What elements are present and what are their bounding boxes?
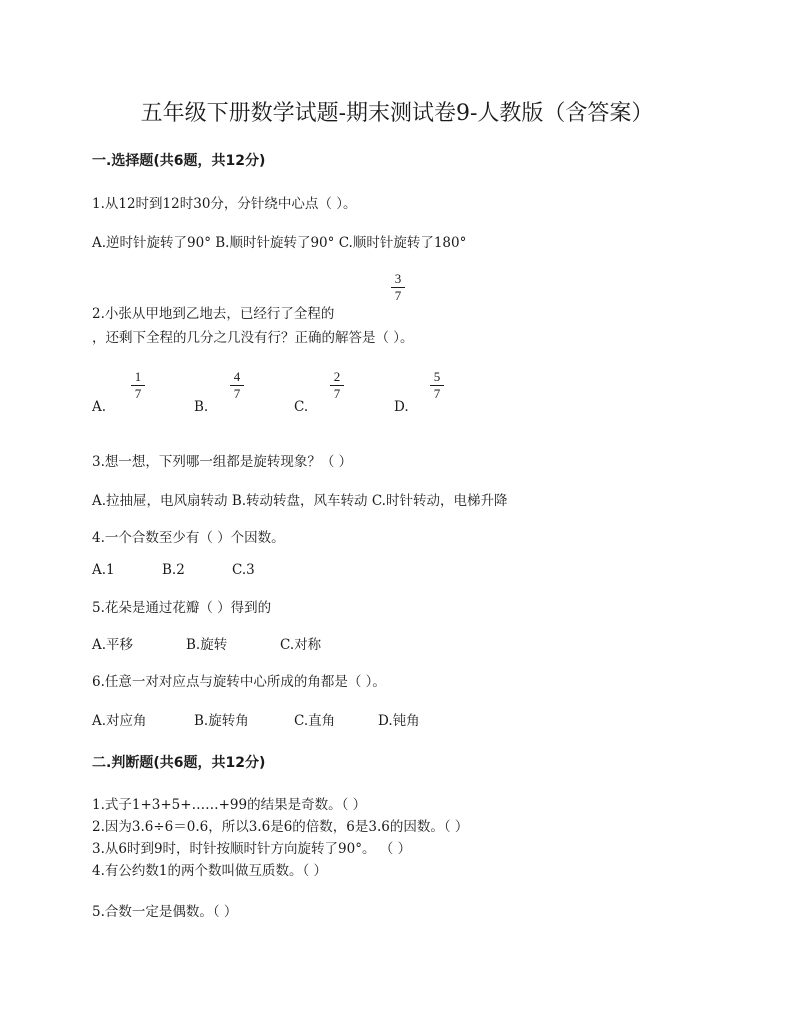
question-3-stem: 3.想一想，下列哪一组都是旋转现象？（ ） xyxy=(92,454,353,470)
question-5-option-b: B.旋转 xyxy=(186,637,228,653)
judgement-item-5: 5.合数一定是偶数。（ ） xyxy=(92,904,238,920)
question-1-stem: 1.从12时到12时30分，分针绕中心点（ ）。 xyxy=(92,196,357,212)
question-2-option-a-label: A. xyxy=(92,399,107,415)
question-2-stem-line1: 2.小张从甲地到乙地去，已经行了全程的 xyxy=(92,306,335,322)
judgement-item-4: 4.有公约数1的两个数叫做互质数。（ ） xyxy=(92,863,328,879)
question-6-stem: 6.任意一对对应点与旋转中心所成的角都是（ ）。 xyxy=(92,674,386,690)
section-heading-judgement: 二.判断题(共6题，共12分) xyxy=(92,755,266,771)
question-4-option-c: C.3 xyxy=(232,562,255,578)
question-3-options: A.拉抽屉，电风扇转动 B.转动转盘，风车转动 C.时针转动，电梯升降 xyxy=(92,493,508,509)
question-2-option-c-label: C. xyxy=(294,399,309,415)
question-2-option-b-fraction xyxy=(229,370,245,401)
fraction-denominator: 7 xyxy=(134,386,142,401)
page-title: 五年级下册数学试题-期末测试卷9-人教版（含答案） xyxy=(140,101,654,126)
question-4-option-b: B.2 xyxy=(162,562,185,578)
fraction-denominator: 7 xyxy=(233,386,241,401)
question-2-stem-fraction xyxy=(390,272,406,303)
question-1-options: A.逆时针旋转了90° B.顺时针旋转了90° C.顺时针旋转了180° xyxy=(92,235,467,251)
judgement-item-2: 2.因为3.6÷6＝0.6，所以3.6是6的倍数，6是3.6的因数。（ ） xyxy=(92,819,469,835)
question-6-option-b: B.旋转角 xyxy=(194,713,249,729)
question-5-stem: 5.花朵是通过花瓣（ ）得到的 xyxy=(92,600,272,616)
fraction-numerator: 2 xyxy=(333,369,341,384)
section-heading-choice: 一.选择题(共6题，共12分) xyxy=(92,153,266,169)
fraction-numerator: 3 xyxy=(394,271,402,286)
judgement-item-1: 1.式子1+3+5+……+99的结果是奇数。（ ） xyxy=(92,797,367,813)
fraction-denominator: 7 xyxy=(333,386,341,401)
fraction-numerator: 5 xyxy=(433,369,441,384)
question-2-option-d-fraction xyxy=(429,370,445,401)
question-4-stem: 4.一个合数至少有（ ）个因数。 xyxy=(92,530,285,546)
question-6-option-c: C.直角 xyxy=(294,713,336,729)
fraction-numerator: 1 xyxy=(134,369,142,384)
question-2-option-b-label: B. xyxy=(194,399,209,415)
question-6-option-a: A.对应角 xyxy=(92,713,147,729)
question-2-option-c-fraction xyxy=(329,370,345,401)
question-5-option-c: C.对称 xyxy=(280,637,322,653)
judgement-item-3: 3.从6时到9时，时针按顺时针方向旋转了90°。 （ ） xyxy=(92,841,412,857)
question-2-option-d-label: D. xyxy=(394,399,409,415)
question-2-option-a-fraction xyxy=(130,370,146,401)
question-2-stem-line2: ，还剩下全程的几分之几没有行？正确的解答是（ ）。 xyxy=(92,330,414,346)
question-5-option-a: A.平移 xyxy=(92,637,134,653)
question-4-option-a: A.1 xyxy=(92,562,115,578)
fraction-numerator: 4 xyxy=(233,369,241,384)
question-6-option-d: D.钝角 xyxy=(378,713,420,729)
fraction-denominator: 7 xyxy=(394,288,402,303)
fraction-denominator: 7 xyxy=(433,386,441,401)
